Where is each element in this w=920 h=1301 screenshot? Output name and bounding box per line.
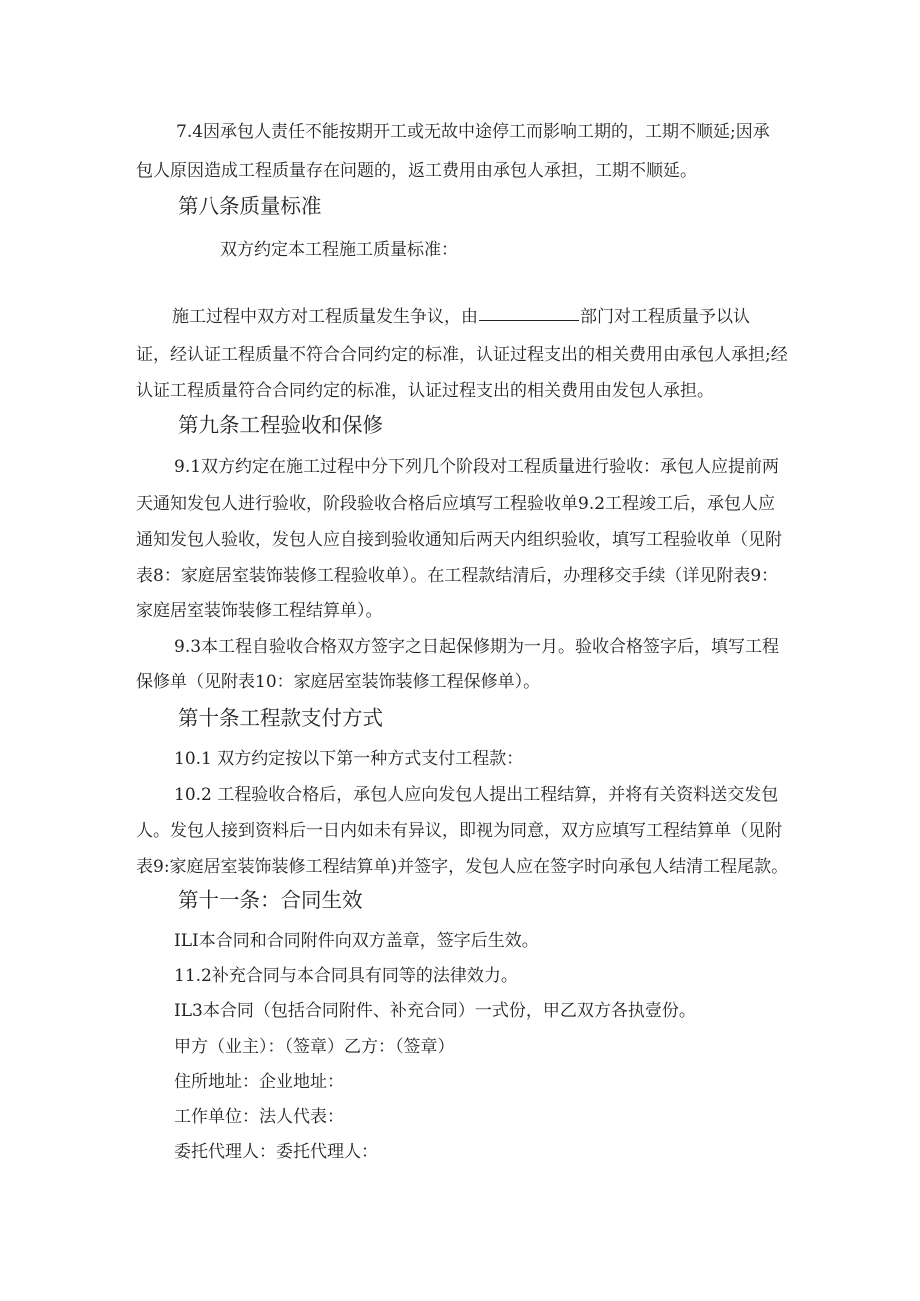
clause-10-1: 10.1 双方约定按以下第一种方式支付工程款： — [174, 749, 524, 769]
clause-7-4-line-2: 包人原因造成工程质量存在问题的，返工费用由承包人承担，工期不顺延。 — [136, 161, 697, 181]
clause-10-2-line-1: 10.2 工程验收合格后，承包人应向发包人提出工程结算，并将有关资料送交发包 — [174, 785, 779, 805]
clause-9-3-line-1: 9.3本工程自验收合格双方签字之日起保修期为一月。验收合格签字后，填写工程 — [174, 637, 780, 657]
clause-9-3-line-2: 保修单（见附表10：家庭居室装饰装修工程保修单）。 — [136, 672, 541, 692]
clause-10-2-line-3: 表9:家庭居室装饰装修工程结算单)并签字，发包人应在签字时向承包人结清工程尾款。 — [136, 857, 789, 877]
clause-11-3: IL3本合同（包括合同附件、补充合同）一式份，甲乙双方各执壹份。 — [174, 1001, 696, 1021]
clause-9-1-line-4: 表8：家庭居室装饰装修工程验收单）。在工程款结清后，办理移交手续（详见附表9： — [136, 566, 779, 586]
clause-9-1-line-5: 家庭居室装饰装修工程结算单）。 — [136, 601, 383, 621]
quality-dispute-before-blank: 施工过程中双方对工程质量发生争议，由 — [172, 307, 478, 327]
department-blank-field — [479, 319, 579, 321]
clause-9-1-line-3: 通知发包人验收，发包人应自接到验收通知后两天内组织验收，填写工程验收单（见附 — [136, 530, 782, 550]
article-8-heading: 第八条质量标准 — [178, 194, 322, 218]
signature-agent: 委托代理人：委托代理人： — [174, 1142, 378, 1162]
clause-11-2: 11.2补充合同与本合同具有同等的法律效力。 — [174, 966, 518, 986]
quality-dispute-line-3: 认证工程质量符合合同约定的标准，认证过程支出的相关费用由发包人承担。 — [136, 381, 714, 401]
clause-9-1-line-2: 天通知发包人进行验收，阶段验收合格后应填写工程验收单9.2工程竣工后，承包人应 — [136, 494, 776, 514]
quality-standard-text: 双方约定本工程施工质量标准： — [220, 240, 458, 260]
clause-11-1: ILI本合同和合同附件向双方盖章，签字后生效。 — [174, 931, 539, 951]
quality-dispute-line-1 — [172, 305, 750, 329]
article-10-heading: 第十条工程款支付方式 — [178, 706, 383, 730]
signature-parties: 甲方（业主）：（签章）乙方：（签章） — [174, 1037, 455, 1057]
quality-dispute-after-blank: 部门对工程质量予以认 — [580, 307, 750, 327]
article-11-heading: 第十一条：合同生效 — [178, 888, 363, 912]
signature-work-unit: 工作单位：法人代表： — [174, 1107, 344, 1127]
clause-9-1-line-1: 9.1双方约定在施工过程中分下列几个阶段对工程质量进行验收：承包人应提前两 — [174, 457, 780, 477]
clause-10-2-line-2: 人。发包人接到资料后一日内如未有异议，即视为同意，双方应填写工程结算单（见附 — [136, 821, 782, 841]
clause-7-4-line-1: 7.4因承包人责任不能按期开工或无故中途停工而影响工期的，工期不顺延;因承 — [176, 122, 770, 142]
quality-dispute-line-2: 证，经认证工程质量不符合合同约定的标准，认证过程支出的相关费用由承包人承担;经 — [136, 345, 788, 365]
signature-address: 住所地址：企业地址： — [174, 1072, 344, 1092]
article-9-heading: 第九条工程验收和保修 — [178, 413, 383, 437]
